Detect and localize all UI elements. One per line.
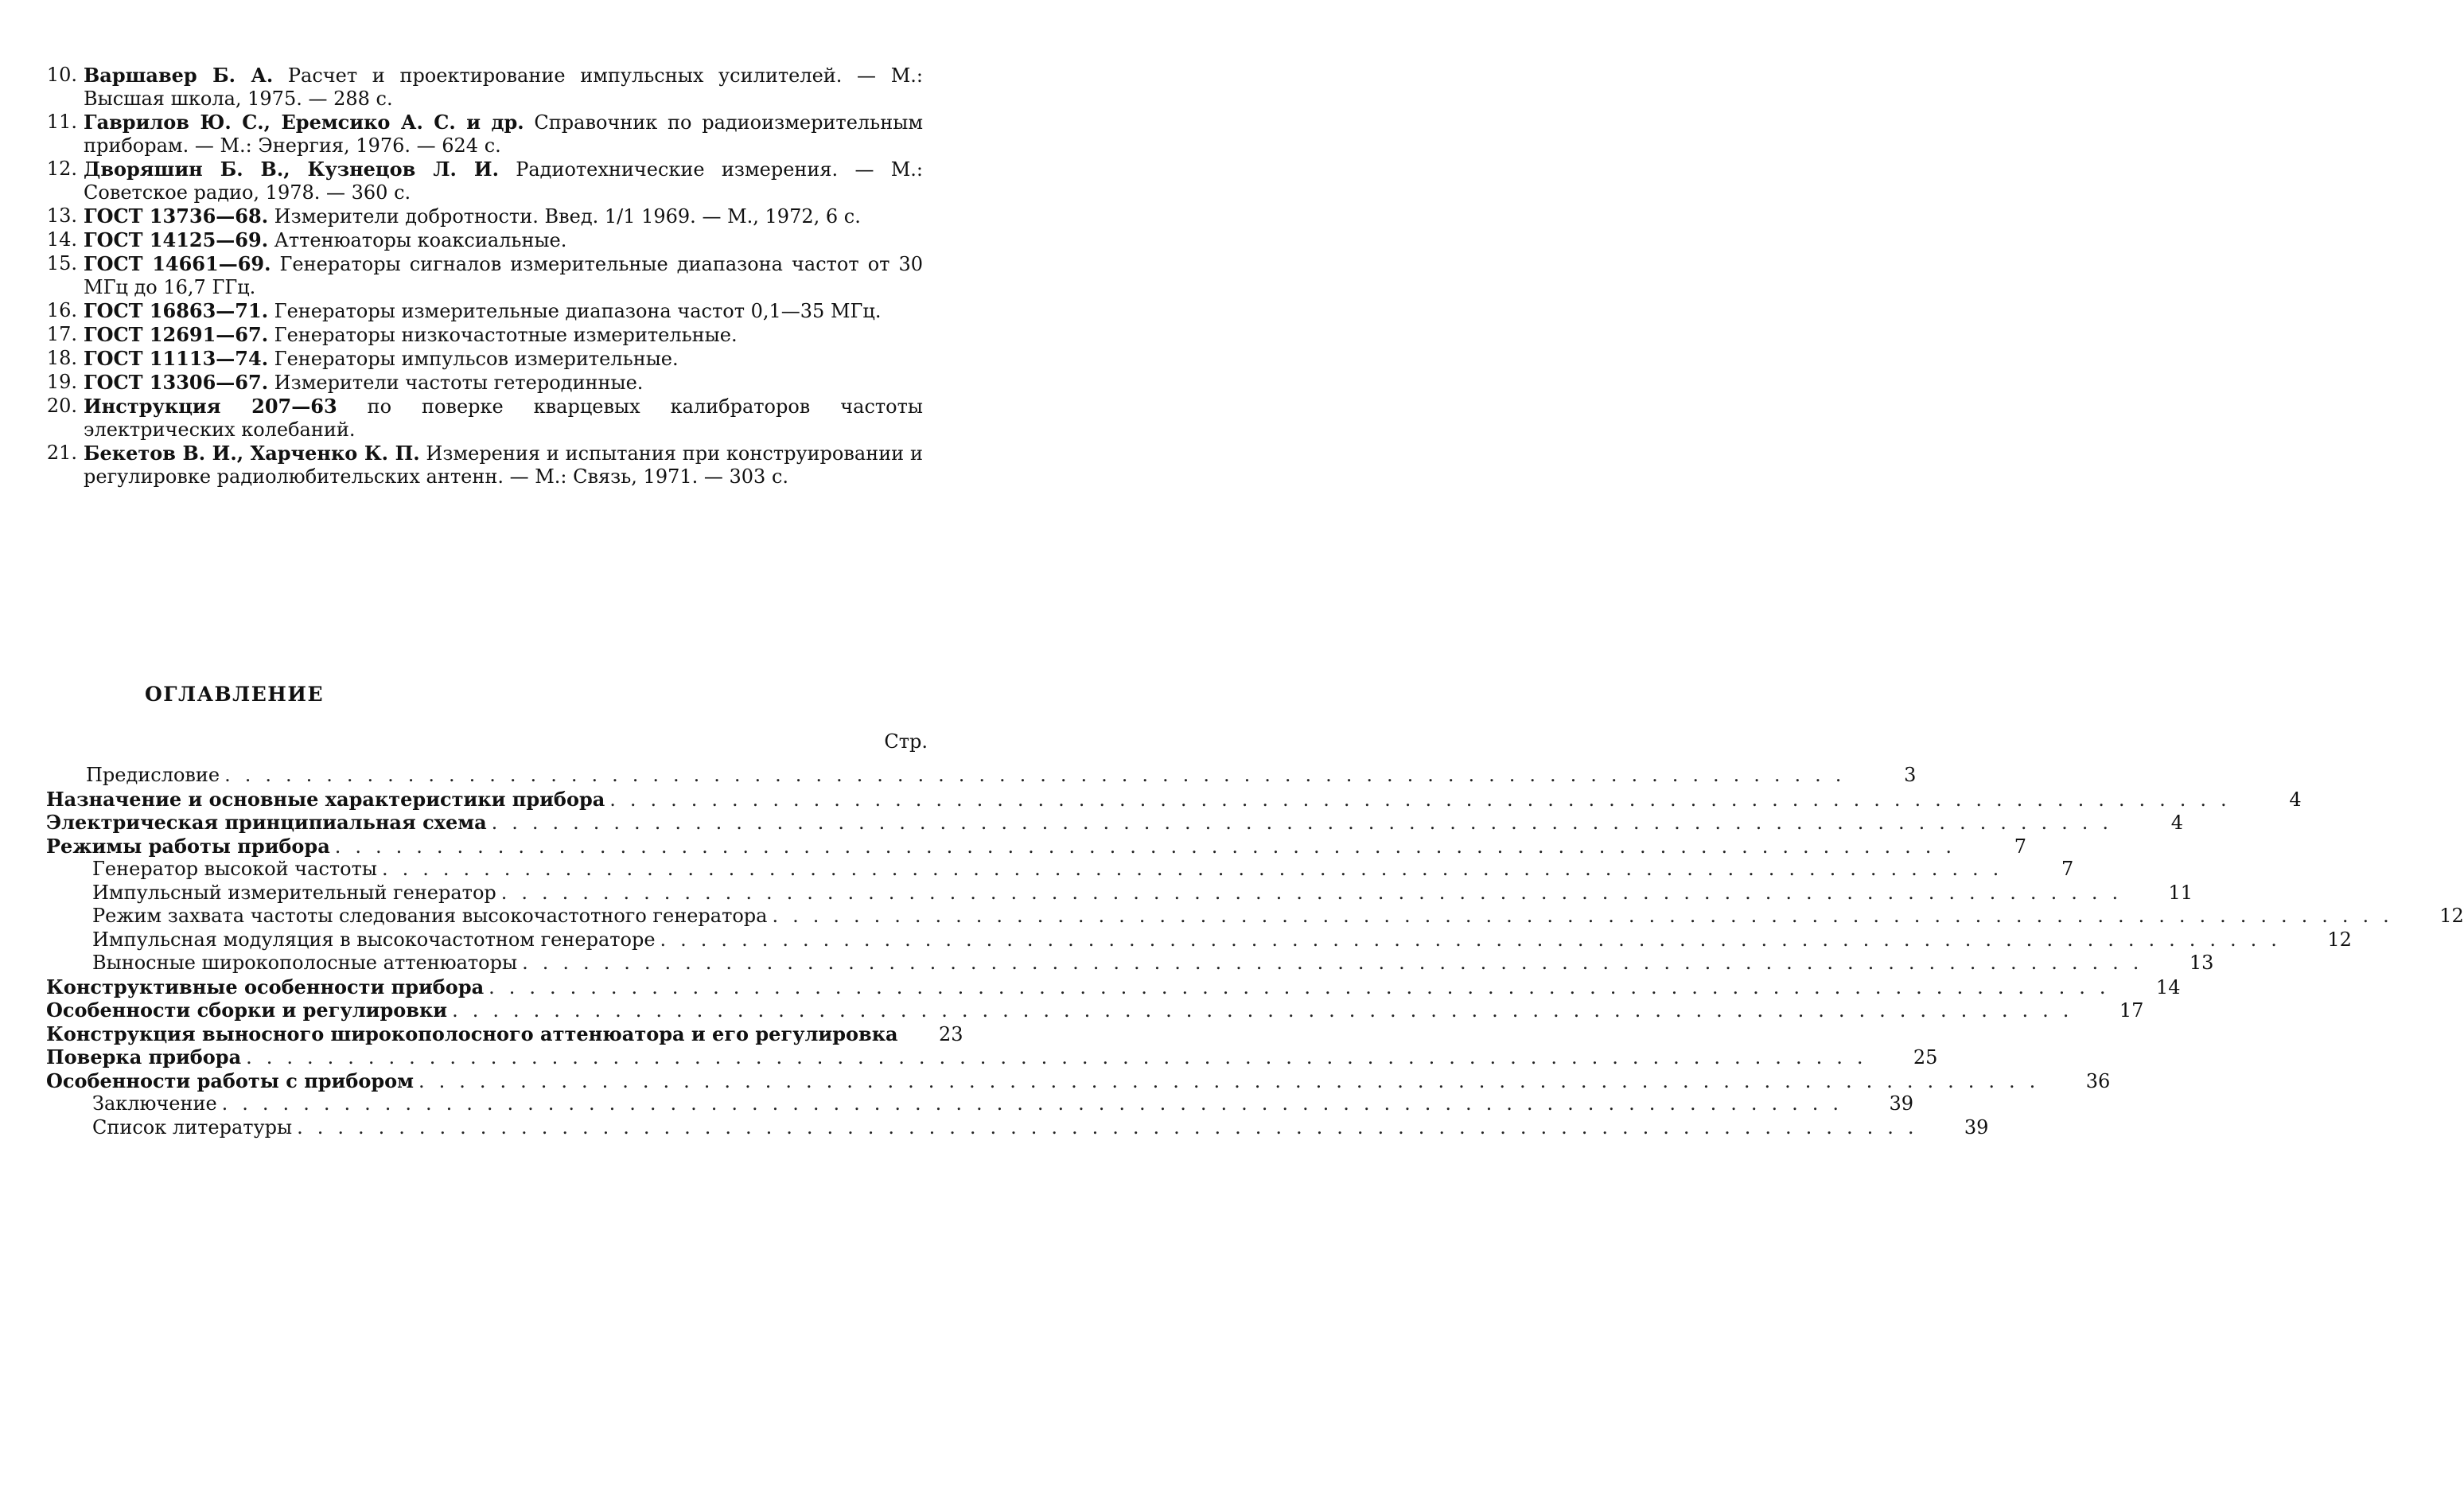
toc-entry bbox=[46, 998, 2144, 1022]
toc-leader-dots: ................................................................................ bbox=[334, 835, 1967, 858]
toc-entry bbox=[46, 811, 2183, 835]
toc-heading: ОГЛАВЛЕНИЕ bbox=[145, 683, 325, 706]
toc-entry-title: Режим захвата частоты следования высокочастотного генератора bbox=[92, 905, 768, 927]
reference-description: Генераторы сигналов измерительные диапазона частот от 30 МГц до 16,7 ГГц. bbox=[84, 253, 924, 298]
toc-leader-dots: ................................................................................ bbox=[224, 764, 1856, 786]
toc-entry bbox=[46, 787, 2302, 812]
toc-entry-page: 14 bbox=[2155, 975, 2181, 998]
toc-leader-dots: ................................................................................ bbox=[381, 858, 2014, 880]
reference-item bbox=[33, 64, 923, 111]
reference-description: Генераторы низкочастотные измерительные. bbox=[268, 324, 738, 346]
reference-number: 11. bbox=[46, 111, 77, 133]
reference-text bbox=[84, 252, 923, 299]
toc-entry bbox=[46, 881, 2193, 905]
reference-number: 20. bbox=[46, 395, 77, 417]
toc-leader-dots: ................................................................................ bbox=[246, 1046, 1878, 1069]
reference-number: 17. bbox=[46, 323, 77, 345]
reference-description: Аттенюаторы коаксиальные. bbox=[268, 229, 567, 251]
reference-description: Измерители частоты гетеродинные. bbox=[268, 372, 644, 394]
reference-author: ГОСТ 13736—68. bbox=[84, 204, 269, 228]
toc-leader-dots: ................................................................................ bbox=[491, 812, 2123, 834]
reference-description: Генераторы импульсов измерительные. bbox=[268, 348, 679, 370]
reference-item bbox=[33, 323, 923, 347]
toc-entry bbox=[46, 1045, 1938, 1069]
toc-entry bbox=[46, 1022, 963, 1046]
reference-text bbox=[84, 395, 923, 442]
toc-entry bbox=[46, 975, 2181, 999]
reference-text bbox=[84, 371, 923, 395]
toc-leader-dots: ................................................................................ bbox=[489, 975, 2120, 998]
reference-item bbox=[33, 111, 923, 158]
reference-item bbox=[33, 228, 923, 252]
toc-entry-title: Назначение и основные характеристики прибора bbox=[46, 787, 605, 811]
toc-leader-dots: ................................................................................ bbox=[660, 928, 2291, 951]
reference-author: Дворяшин Б. В., Кузнецов Л. И. bbox=[84, 158, 499, 181]
toc-entry bbox=[46, 858, 2074, 882]
reference-item bbox=[33, 299, 923, 323]
reference-text bbox=[84, 442, 923, 489]
reference-number: 16. bbox=[46, 299, 77, 321]
toc-entry-page: 7 bbox=[2061, 858, 2074, 880]
toc-leader-dots: ................................................................................ bbox=[772, 905, 2404, 927]
toc-entry-page: 23 bbox=[939, 1022, 963, 1045]
toc-leader-dots: ................................................................................ bbox=[452, 999, 2084, 1022]
toc-entry-title: Предисловие bbox=[86, 764, 220, 786]
toc-entry-page: 39 bbox=[1889, 1092, 1913, 1115]
toc-entry bbox=[46, 1115, 1989, 1140]
reference-item bbox=[33, 252, 923, 299]
toc-entry-title: Конструктивные особенности прибора bbox=[46, 975, 485, 998]
toc-entry-page: 3 bbox=[1904, 764, 1917, 786]
reference-list bbox=[33, 64, 923, 489]
toc-leader-dots: ................................................................................ bbox=[522, 952, 2154, 974]
reference-text bbox=[84, 228, 923, 252]
reference-number: 21. bbox=[46, 442, 77, 464]
reference-text bbox=[84, 347, 923, 371]
reference-number: 13. bbox=[46, 204, 77, 227]
reference-description: Расчет и проектирование импульсных усилителей. — М.: Высшая школа, 1975. — 288 с. bbox=[84, 64, 923, 110]
reference-number: 15. bbox=[46, 252, 77, 274]
reference-author: Гаврилов Ю. С., Еремсико А. С. и др. bbox=[84, 111, 524, 134]
toc-leader-dots: ................................................................................ bbox=[418, 1069, 2050, 1092]
toc-entry-title: Список литературы bbox=[92, 1115, 293, 1139]
reference-author: ГОСТ 14125—69. bbox=[84, 228, 269, 251]
reference-author: Бекетов В. И., Харченко К. П. bbox=[84, 442, 420, 465]
toc-entry-title: Выносные широкополосные аттенюаторы bbox=[92, 952, 518, 974]
toc-entry-title: Конструкция выносного широкополосного аттенюатора и его регулировка bbox=[46, 1022, 898, 1045]
reference-text bbox=[84, 158, 923, 204]
reference-item bbox=[33, 371, 923, 395]
reference-number: 14. bbox=[46, 228, 77, 251]
toc-page-column-header: Стр. bbox=[884, 730, 928, 753]
toc-entry-page: 36 bbox=[2085, 1069, 2111, 1092]
toc-entry bbox=[46, 905, 2464, 928]
toc-entry-page: 39 bbox=[1964, 1115, 1989, 1139]
reference-item bbox=[33, 204, 923, 228]
toc-leader-dots: ................................................................................ bbox=[221, 1092, 1853, 1115]
toc-entry-title: Заключение bbox=[92, 1092, 217, 1115]
reference-item bbox=[33, 347, 923, 371]
toc-entry-title: Режимы работы прибора bbox=[46, 834, 330, 858]
reference-author: ГОСТ 12691—67. bbox=[84, 323, 269, 346]
reference-number: 19. bbox=[46, 371, 77, 393]
reference-item bbox=[33, 158, 923, 204]
toc-leader-dots: ................................................................................ bbox=[297, 1115, 1929, 1139]
reference-author: ГОСТ 16863—71. bbox=[84, 299, 269, 322]
reference-text bbox=[84, 111, 923, 158]
reference-author: ГОСТ 13306—67. bbox=[84, 371, 269, 394]
toc-entry bbox=[46, 952, 2214, 975]
toc-entry-title: Импульсный измерительный генератор bbox=[92, 881, 496, 904]
toc-entry-title: Импульсная модуляция в высокочастотном генераторе bbox=[92, 928, 656, 951]
reference-text bbox=[84, 323, 923, 347]
toc-entry-page: 4 bbox=[2170, 812, 2183, 834]
reference-author: ГОСТ 14661—69. bbox=[84, 252, 271, 275]
toc-entry bbox=[46, 928, 2352, 952]
toc-entry-page: 12 bbox=[2327, 928, 2352, 951]
table-of-contents bbox=[46, 764, 2464, 1139]
toc-leader-dots: ................................................................................ bbox=[609, 788, 2241, 811]
reference-author: Инструкция 207—63 bbox=[84, 395, 337, 418]
toc-entry-page: 4 bbox=[2289, 788, 2302, 811]
toc-entry-title: Генератор высокой частоты bbox=[92, 858, 377, 880]
reference-description: Генераторы измерительные диапазона частот 0,1—35 МГц. bbox=[268, 300, 882, 322]
reference-text bbox=[84, 204, 923, 228]
toc-entry-title: Электрическая принципиальная схема bbox=[46, 811, 487, 834]
toc-entry bbox=[46, 1069, 2111, 1093]
reference-description: по поверке кварцевых калибраторов частоты электрических колебаний. bbox=[84, 395, 923, 441]
toc-entry bbox=[46, 834, 2027, 858]
reference-text bbox=[84, 299, 923, 323]
reference-description: Справочник по радиоизмерительным приборам. — М.: Энергия, 1976. — 624 с. bbox=[84, 111, 923, 157]
reference-number: 18. bbox=[46, 347, 77, 369]
toc-entry-page: 13 bbox=[2189, 952, 2214, 974]
toc-entry bbox=[46, 764, 1917, 788]
toc-entry-title: Поверка прибора bbox=[46, 1045, 242, 1069]
toc-entry-page: 25 bbox=[1913, 1046, 1938, 1069]
toc-entry-page: 17 bbox=[2119, 999, 2144, 1022]
reference-text bbox=[84, 64, 923, 111]
reference-item bbox=[33, 442, 923, 489]
reference-description: Радиотехнические измерения. — М.: Советское радио, 1978. — 360 с. bbox=[84, 158, 924, 204]
reference-item bbox=[33, 395, 923, 442]
toc-entry-page: 7 bbox=[2014, 835, 2027, 858]
toc-entry-page: 11 bbox=[2168, 881, 2193, 904]
reference-number: 12. bbox=[46, 158, 77, 180]
toc-entry-title: Особенности работы с прибором bbox=[46, 1069, 414, 1092]
reference-author: ГОСТ 11113—74. bbox=[84, 347, 269, 370]
reference-description: Измерения и испытания при конструировании и регулировке радиолюбительских антенн. — М.: Связь, 1971. — 303 с. bbox=[84, 442, 923, 488]
toc-entry bbox=[46, 1092, 1913, 1116]
reference-author: Варшавер Б. А. bbox=[84, 64, 274, 87]
toc-leader-dots: ................................................................................ bbox=[500, 881, 2133, 904]
reference-description: Измерители добротности. Введ. 1/1 1969. — М., 1972, 6 с. bbox=[268, 205, 861, 228]
toc-entry-page: 12 bbox=[2439, 905, 2464, 927]
toc-entry-title: Особенности сборки и регулировки bbox=[46, 998, 448, 1022]
reference-number: 10. bbox=[46, 64, 77, 86]
